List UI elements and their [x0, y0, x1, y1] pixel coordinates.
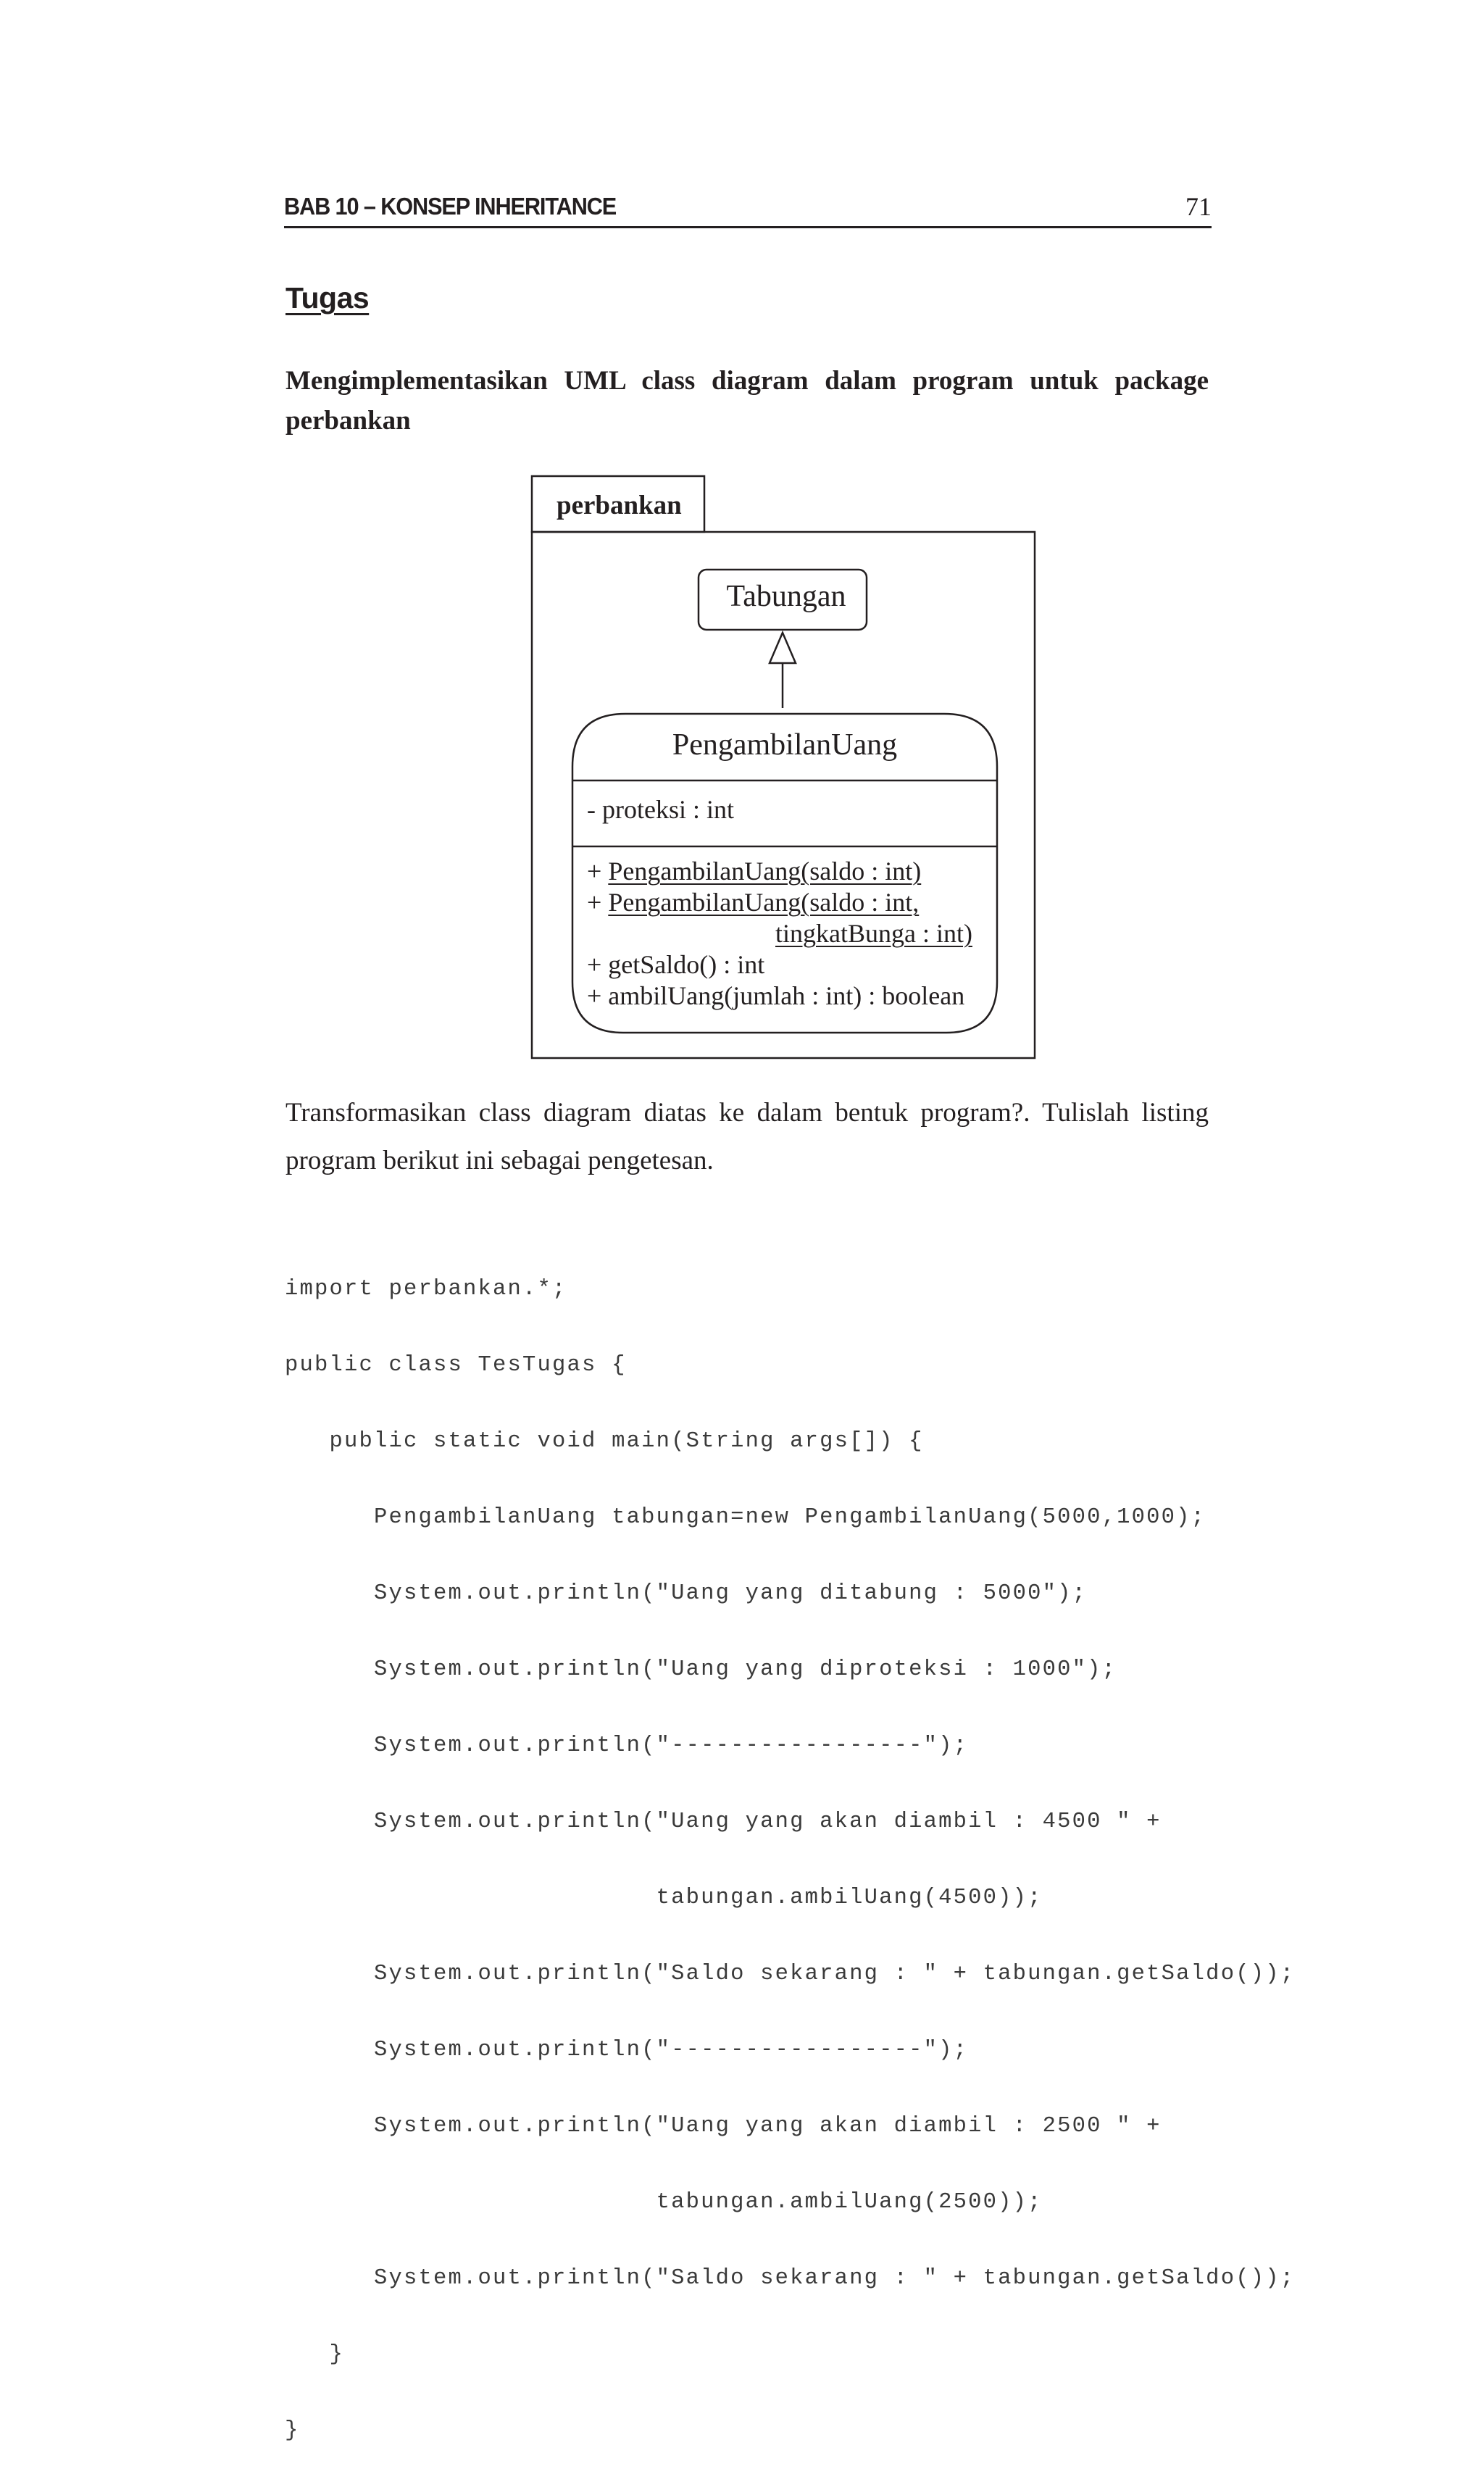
code-line: import perbankan.*;	[285, 1277, 567, 1302]
body-paragraph: Transformasikan class diagram diatas ke dalam bentuk program?. Tulislah listing program berikut ini sebagai pengetesan.	[285, 1098, 1209, 1175]
subclass-attribute: - proteksi : int	[587, 795, 734, 824]
code-line: }	[285, 2418, 300, 2443]
code-listing	[285, 1226, 1295, 2469]
running-header	[284, 190, 1212, 228]
method-ambil-uang: + ambilUang(jumlah : int) : boolean	[587, 981, 965, 1010]
method-text: PengambilanUang(saldo : int,	[608, 888, 920, 917]
code-line: System.out.println("Uang yang akan diambil : 4500 " +	[285, 1810, 1162, 1834]
subclass-name: PengambilanUang	[672, 728, 898, 762]
method-prefix: +	[587, 857, 609, 886]
method-constructor-2-cont	[775, 918, 972, 949]
method-text: PengambilanUang(saldo : int)	[608, 857, 922, 886]
page-number: 71	[1185, 192, 1212, 221]
code-line: PengambilanUang tabungan=new PengambilanUang(5000,1000);	[285, 1505, 1206, 1530]
code-line: System.out.println("Saldo sekarang : " + tabungan.getSaldo());	[285, 2266, 1296, 2291]
code-line: System.out.println("Saldo sekarang : " + tabungan.getSaldo());	[285, 1962, 1296, 1986]
section-title: Tugas	[285, 281, 370, 315]
method-prefix: +	[587, 888, 609, 917]
code-line: System.out.println("-----------------");	[285, 2038, 969, 2062]
code-line: tabungan.ambilUang(2500));	[285, 2190, 1043, 2215]
generalization-arrowhead	[770, 633, 796, 663]
method-constructor-1	[587, 856, 921, 886]
superclass-name: Tabungan	[726, 580, 846, 613]
code-line: System.out.println("Uang yang ditabung : 5000");	[285, 1581, 1088, 1606]
method-text: tingkatBunga : int)	[775, 919, 972, 948]
code-line: tabungan.ambilUang(4500));	[285, 1886, 1043, 1910]
code-line: public class TesTugas {	[285, 1353, 627, 1378]
method-get-saldo: + getSaldo() : int	[587, 950, 765, 979]
method-constructor-2	[587, 887, 919, 917]
code-line: System.out.println("Uang yang diproteksi : 1000");	[285, 1657, 1117, 1682]
package-name: perbankan	[556, 491, 682, 520]
code-line: System.out.println("Uang yang akan diambil : 2500 " +	[285, 2114, 1162, 2139]
code-line: System.out.println("-----------------");	[285, 1733, 969, 1758]
chapter-title: BAB 10 – KONSEP INHERITANCE	[284, 193, 617, 220]
code-line: }	[285, 2342, 345, 2367]
code-line: public static void main(String args[]) {	[285, 1429, 924, 1454]
task-paragraph: Mengimplementasikan UML class diagram dalam program untuk package perbankan	[285, 366, 1209, 436]
